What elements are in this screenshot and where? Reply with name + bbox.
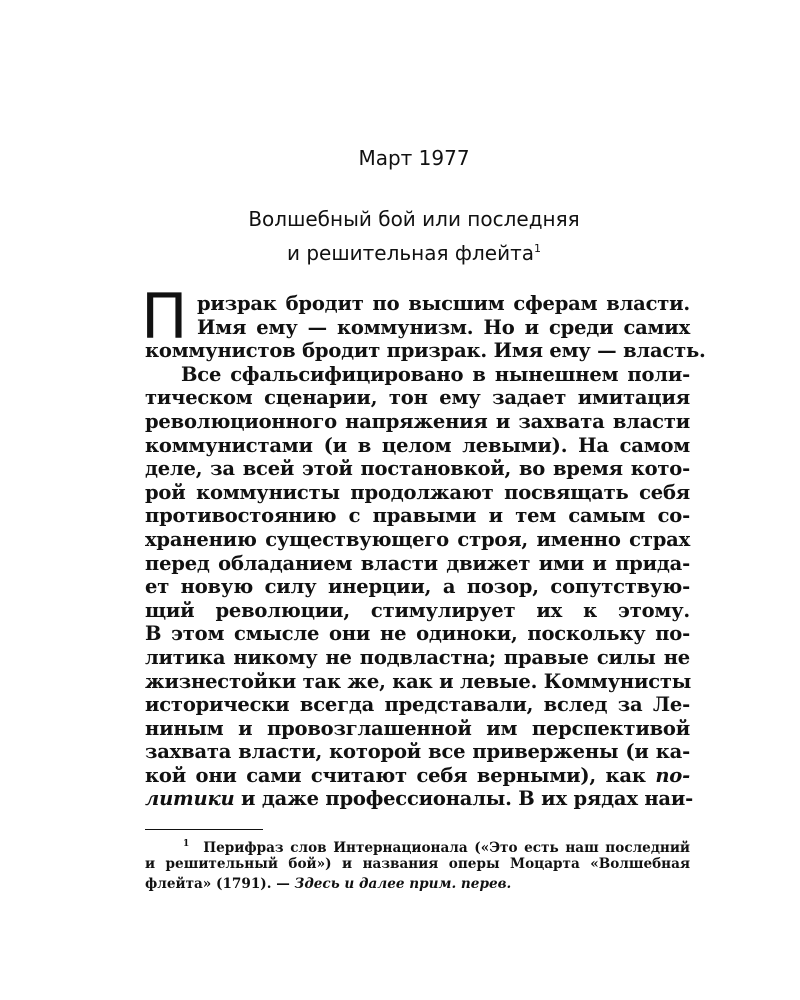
body-line: исторически всегда представали, вслед за Ле- <box>145 693 690 717</box>
body-line-text: кой они сами считают себя верными), как <box>145 763 646 787</box>
body-line-with-italic <box>145 764 690 788</box>
body-line: жизнестойки так же, как и левые. Коммунисты <box>145 669 692 693</box>
italic-word: литики <box>145 787 235 811</box>
body-line: щий революции, стимулирует их к этому. <box>145 598 690 622</box>
body-line: захвата власти, которой все привержены (и ка- <box>145 740 690 764</box>
body-line: революционного напряжения и захвата власти <box>145 409 690 433</box>
body-text <box>141 280 706 811</box>
body-line-text: и даже профессионалы. В их рядах наи- <box>241 787 694 811</box>
drop-cap: П <box>141 280 188 353</box>
footnote-divider <box>145 829 263 830</box>
body-line: коммунистов бродит призрак. Имя ему — власть. <box>145 339 706 363</box>
body-line: ниным и провозглашенной им перспективой <box>145 716 690 740</box>
footnote-line: и решительный бой») и названия оперы Моцарта «Волшебная <box>145 856 690 872</box>
footnote-line <box>145 834 690 854</box>
chapter-title-line-1: Волшебный бой или последняя <box>248 207 580 231</box>
footnote-line <box>145 874 690 894</box>
body-line: коммунистами (и в целом левыми). На самом <box>145 433 690 457</box>
title-footnote-mark: 1 <box>534 242 541 255</box>
body-line: литика никому не подвластна; правые силы не <box>145 645 690 669</box>
body-line: деле, за всей этой постановкой, во время кото- <box>145 457 690 481</box>
body-line-with-italic <box>145 787 694 811</box>
body-line: перед обладанием власти движет ими и прида- <box>145 551 690 575</box>
body-line: Имя ему — коммунизм. Но и среди самих <box>197 315 690 339</box>
body-line: В этом смысле они не одиноки, поскольку по- <box>145 622 690 646</box>
body-line: ет новую силу инерции, а позор, сопутствую- <box>145 575 690 599</box>
body-line: хранению существующего строя, именно страх <box>145 527 690 551</box>
body-line: ризрак бродит по высшим сферам власти. <box>197 292 690 315</box>
footnote-mark: 1 <box>183 839 190 849</box>
italic-word: по- <box>655 763 690 787</box>
body-line: противостоянию с правыми и тем самым со- <box>145 504 690 528</box>
footnote-line-text: Перифраз слов Интернационала («Это есть наш последний <box>203 840 690 856</box>
date-heading: Март 1977 <box>358 146 470 170</box>
body-line: рой коммунисты продолжают посвящать себя <box>145 480 690 504</box>
footnote-line-text: флейта» (1791). — <box>145 876 290 892</box>
body-line: тическом сценарии, тон ему задает имитация <box>145 386 690 410</box>
footnote-italic-note: Здесь и далее прим. перев. <box>294 876 512 892</box>
chapter-title <box>0 204 800 268</box>
body-line: Все сфальсифицировано в нынешнем поли- <box>181 362 690 386</box>
footnote <box>145 834 690 894</box>
chapter-title-line-2-text: и решительная флейта <box>287 241 534 265</box>
chapter-title-line-2 <box>28 234 800 268</box>
